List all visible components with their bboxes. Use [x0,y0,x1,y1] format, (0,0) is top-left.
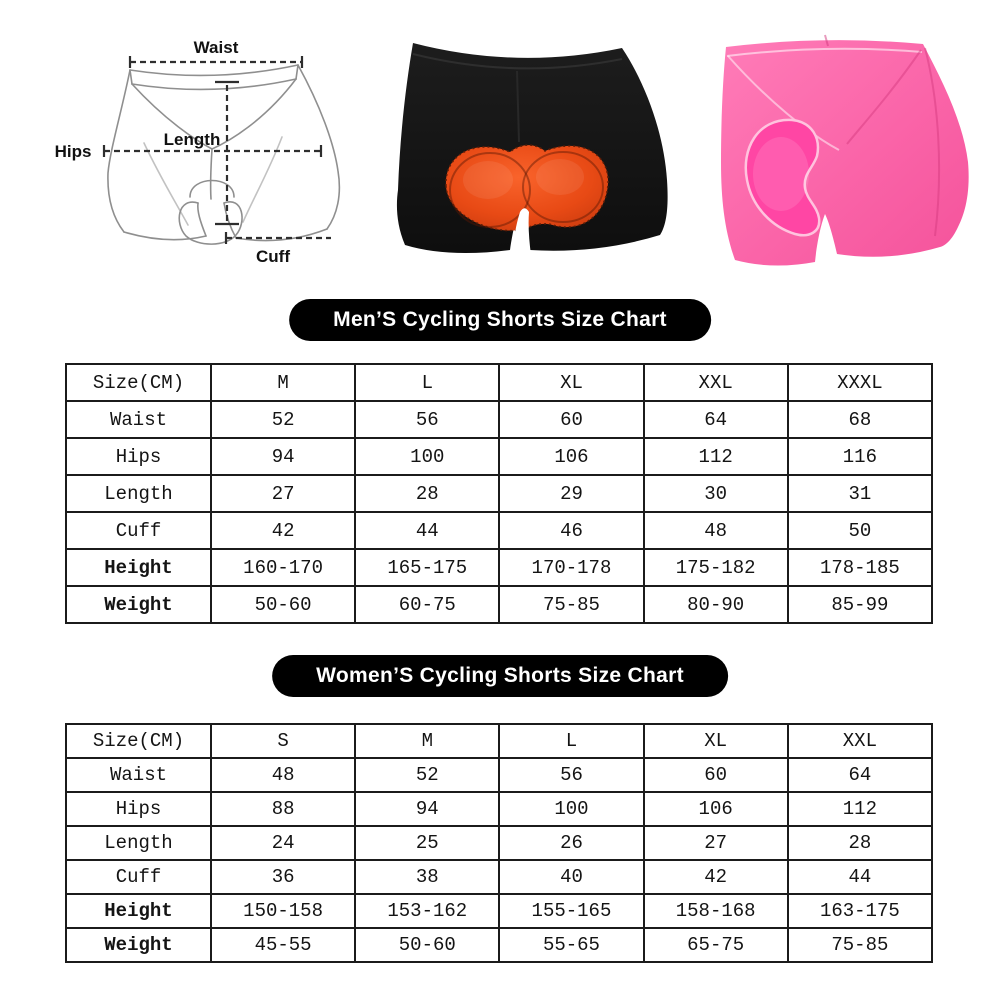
mens-shorts-photo [388,14,670,290]
size-value: 64 [644,401,788,438]
header-cell: S [211,724,355,758]
row-label: Length [66,826,211,860]
size-value: 52 [211,401,355,438]
size-value: 163-175 [788,894,932,928]
size-value: 100 [355,438,499,475]
size-value: 88 [211,792,355,826]
size-value: 42 [644,860,788,894]
womens-chart-title: Women’S Cycling Shorts Size Chart [272,655,728,697]
hips-measure-label: Hips [54,142,92,161]
header-cell: XXL [644,364,788,401]
size-value: 60 [499,401,643,438]
size-value: 27 [644,826,788,860]
size-row-length [66,475,932,512]
size-row-waist [66,401,932,438]
row-label: Waist [66,758,211,792]
header-cell: Size(CM) [66,724,211,758]
size-value: 48 [644,512,788,549]
size-row-length [66,826,932,860]
mens-size-table [65,363,935,624]
size-value: 52 [355,758,499,792]
size-value: 80-90 [644,586,788,623]
size-value: 48 [211,758,355,792]
size-value: 85-99 [788,586,932,623]
size-value: 42 [211,512,355,549]
shorts-outline-drawing [40,25,350,280]
size-value: 158-168 [644,894,788,928]
row-label: Hips [66,438,211,475]
size-value: 25 [355,826,499,860]
size-value: 112 [644,438,788,475]
size-value: 75-85 [499,586,643,623]
size-value: 112 [788,792,932,826]
measurement-diagram [40,25,350,280]
waist-measure-label: Waist [193,38,239,57]
size-value: 106 [499,438,643,475]
size-value: 94 [211,438,355,475]
size-value: 50-60 [355,928,499,962]
header-cell: XL [644,724,788,758]
size-value: 31 [788,475,932,512]
size-value: 60-75 [355,586,499,623]
size-value: 50-60 [211,586,355,623]
size-value: 160-170 [211,549,355,586]
size-value: 155-165 [499,894,643,928]
size-value: 56 [355,401,499,438]
size-row-cuff [66,512,932,549]
size-value: 55-65 [499,928,643,962]
size-value: 28 [788,826,932,860]
row-label: Cuff [66,512,211,549]
header-row [66,364,932,401]
mens-chart-title: Men’S Cycling Shorts Size Chart [289,299,711,341]
size-value: 45-55 [211,928,355,962]
size-value: 60 [644,758,788,792]
size-value: 175-182 [644,549,788,586]
size-value: 29 [499,475,643,512]
header-cell: L [355,364,499,401]
size-value: 68 [788,401,932,438]
size-value: 40 [499,860,643,894]
row-label: Height [66,549,211,586]
size-value: 170-178 [499,549,643,586]
size-row-hips [66,792,932,826]
size-table [65,723,933,963]
size-row-height [66,549,932,586]
header-cell: M [211,364,355,401]
womens-size-table [65,723,935,963]
header-cell: XXXL [788,364,932,401]
size-table [65,363,933,624]
row-label: Hips [66,792,211,826]
size-row-weight [66,928,932,962]
row-label: Length [66,475,211,512]
size-row-weight [66,586,932,623]
header-cell: M [355,724,499,758]
size-value: 24 [211,826,355,860]
size-row-hips [66,438,932,475]
header-cell: XL [499,364,643,401]
header-cell: XXL [788,724,932,758]
header-cell: Size(CM) [66,364,211,401]
black-shorts-graphic [388,14,670,290]
pink-shorts-graphic [697,22,993,274]
row-label: Weight [66,586,211,623]
size-value: 150-158 [211,894,355,928]
size-value: 28 [355,475,499,512]
size-value: 65-75 [644,928,788,962]
row-label: Weight [66,928,211,962]
size-value: 44 [788,860,932,894]
size-value: 44 [355,512,499,549]
size-value: 46 [499,512,643,549]
size-row-height [66,894,932,928]
header-row [66,724,932,758]
size-value: 165-175 [355,549,499,586]
size-value: 100 [499,792,643,826]
size-value: 106 [644,792,788,826]
size-value: 178-185 [788,549,932,586]
size-value: 38 [355,860,499,894]
womens-shorts-photo [697,22,993,274]
row-label: Cuff [66,860,211,894]
size-row-waist [66,758,932,792]
size-value: 30 [644,475,788,512]
cuff-measure-label: Cuff [256,247,290,266]
size-value: 94 [355,792,499,826]
size-row-cuff [66,860,932,894]
size-value: 26 [499,826,643,860]
size-value: 153-162 [355,894,499,928]
size-value: 56 [499,758,643,792]
size-value: 64 [788,758,932,792]
size-value: 36 [211,860,355,894]
size-value: 75-85 [788,928,932,962]
header-cell: L [499,724,643,758]
length-measure-label: Length [163,130,221,149]
size-value: 27 [211,475,355,512]
row-label: Height [66,894,211,928]
size-value: 50 [788,512,932,549]
row-label: Waist [66,401,211,438]
size-value: 116 [788,438,932,475]
